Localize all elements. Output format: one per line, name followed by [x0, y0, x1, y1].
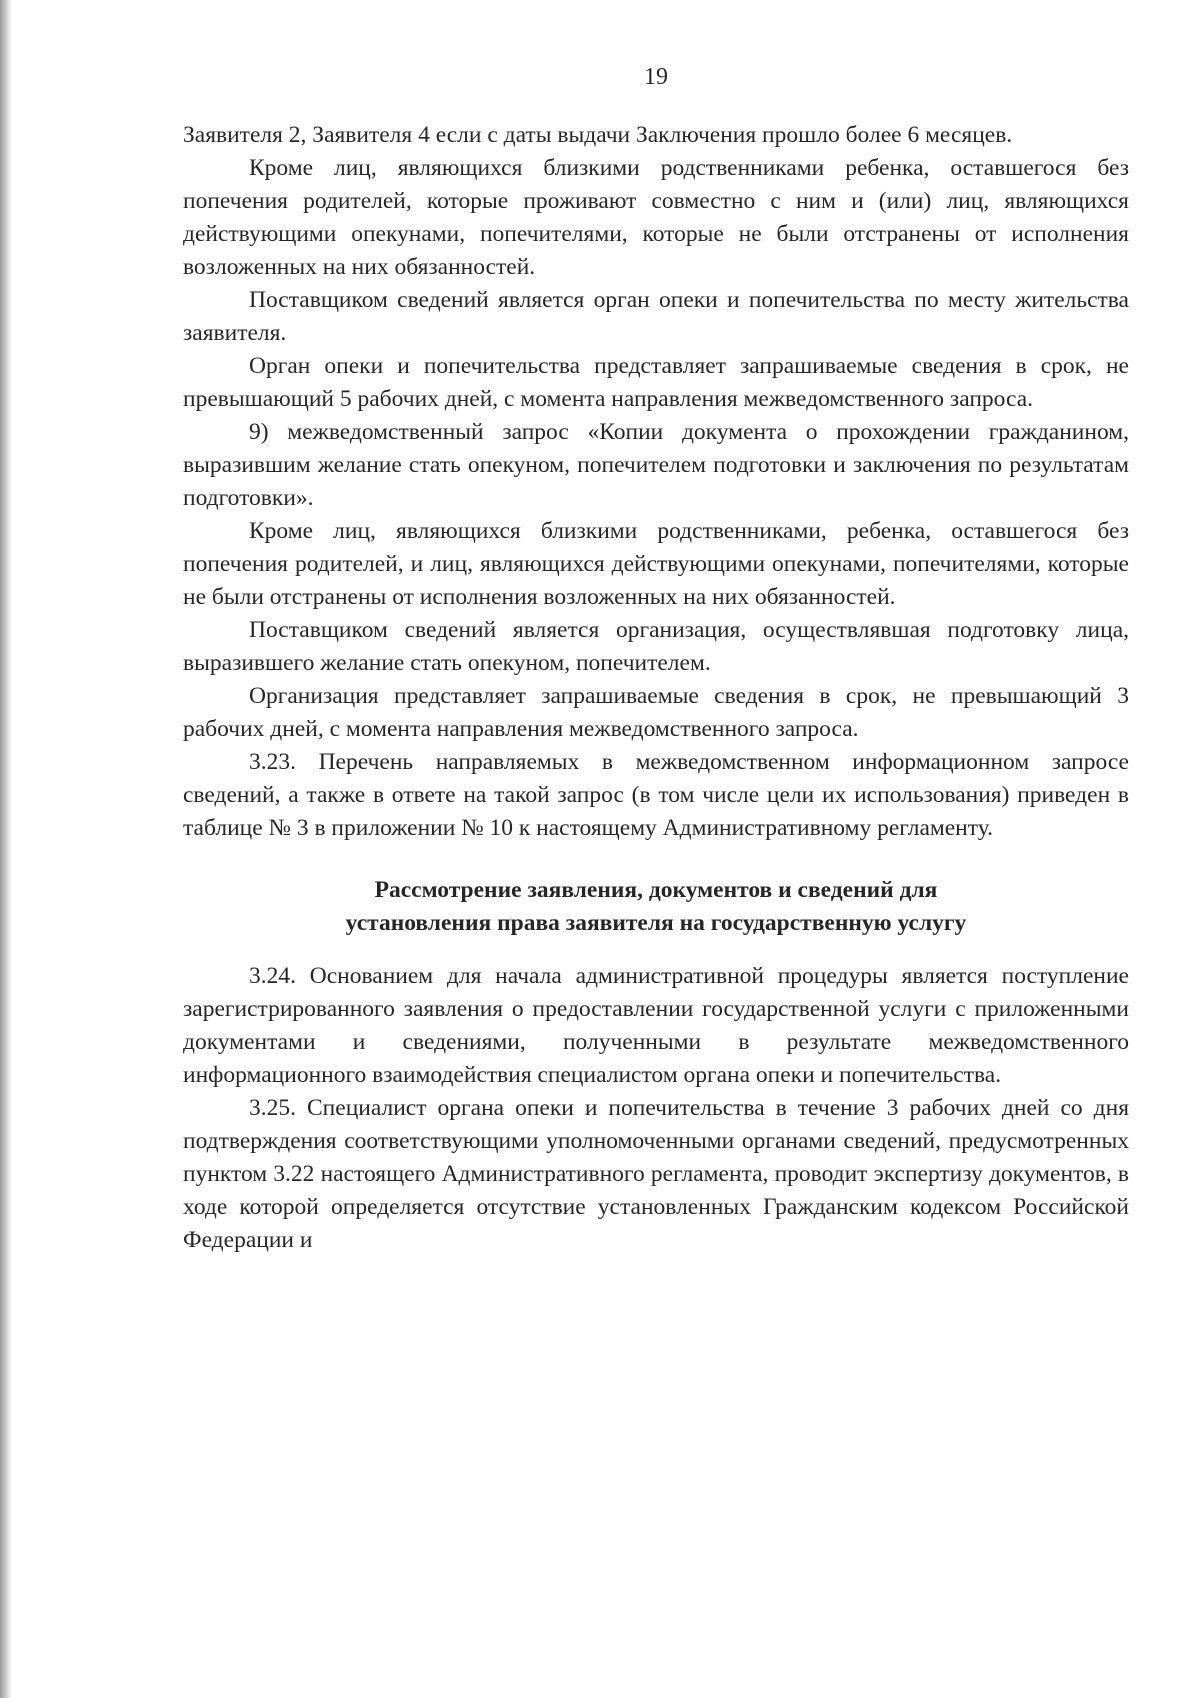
paragraph: 9) межведомственный запрос «Копии документа о прохождении гражданином, выразившим желание стать опекуном, попечителем подготовки и заключения по результатам подготовки». [183, 419, 1129, 511]
paragraph: Кроме лиц, являющихся близкими родственниками ребенка, оставшегося без попечения родителей, которые проживают совместно с ним и (или) лиц, являющихся действующими опекунами, попечителями, которые не были отстранены от исполнения возложенных на них обязанностей. [183, 155, 1129, 280]
paragraph: Поставщиком сведений является организация, осуществлявшая подготовку лица, выразившего желание стать опекуном, попечителем. [183, 617, 1129, 676]
section-heading-line: Рассмотрение заявления, документов и сведений для [374, 877, 938, 903]
section-heading-line: установления права заявителя на государственную услугу [345, 910, 967, 936]
section-heading [183, 874, 1129, 940]
paragraph-continuation: Заявителя 2, Заявителя 4 если с даты выдачи Заключения прошло более 6 месяцев. [183, 122, 1013, 148]
paragraph: Кроме лиц, являющихся близкими родственниками, ребенка, оставшегося без попечения родителей, и лиц, являющихся действующими опекунами, попечителями, которые не были отстранены от исполнения возложенных на них обязанностей. [183, 518, 1129, 610]
paragraph: Орган опеки и попечительства представляет запрашиваемые сведения в срок, не превышающий 5 рабочих дней, с момента направления межведомственного запроса. [183, 353, 1129, 412]
page-number: 19 [644, 64, 668, 90]
scan-page-edge [0, 0, 12, 1698]
paragraph: 3.25. Специалист органа опеки и попечительства в течение 3 рабочих дней со дня подтверждения соответствующими уполномоченными органами сведений, предусмотренных пунктом 3.22 настоящего Административного регламента, проводит экспертизу документов, в ходе которой определяется отсутствие установленных Гражданским кодексом Российской Федерации и [183, 1095, 1129, 1253]
paragraph: Организация представляет запрашиваемые сведения в срок, не превышающий 3 рабочих дней, с момента направления межведомственного запроса. [183, 683, 1129, 742]
paragraph: 3.24. Основанием для начала административной процедуры является поступление зарегистрированного заявления о предоставлении государственной услуги с приложенными документами и сведениями, полученными в результате межведомственного информационного взаимодействия специалистом органа опеки и попечительства. [183, 963, 1129, 1088]
paragraph: 3.23. Перечень направляемых в межведомственном информационном запросе сведений, а также в ответе на такой запрос (в том числе цели их использования) приведен в таблице № 3 в приложении № 10 к настоящему Административному регламенту. [183, 749, 1129, 841]
paragraph: Поставщиком сведений является орган опеки и попечительства по месту жительства заявителя. [183, 287, 1129, 346]
document-page [183, 62, 1129, 1257]
